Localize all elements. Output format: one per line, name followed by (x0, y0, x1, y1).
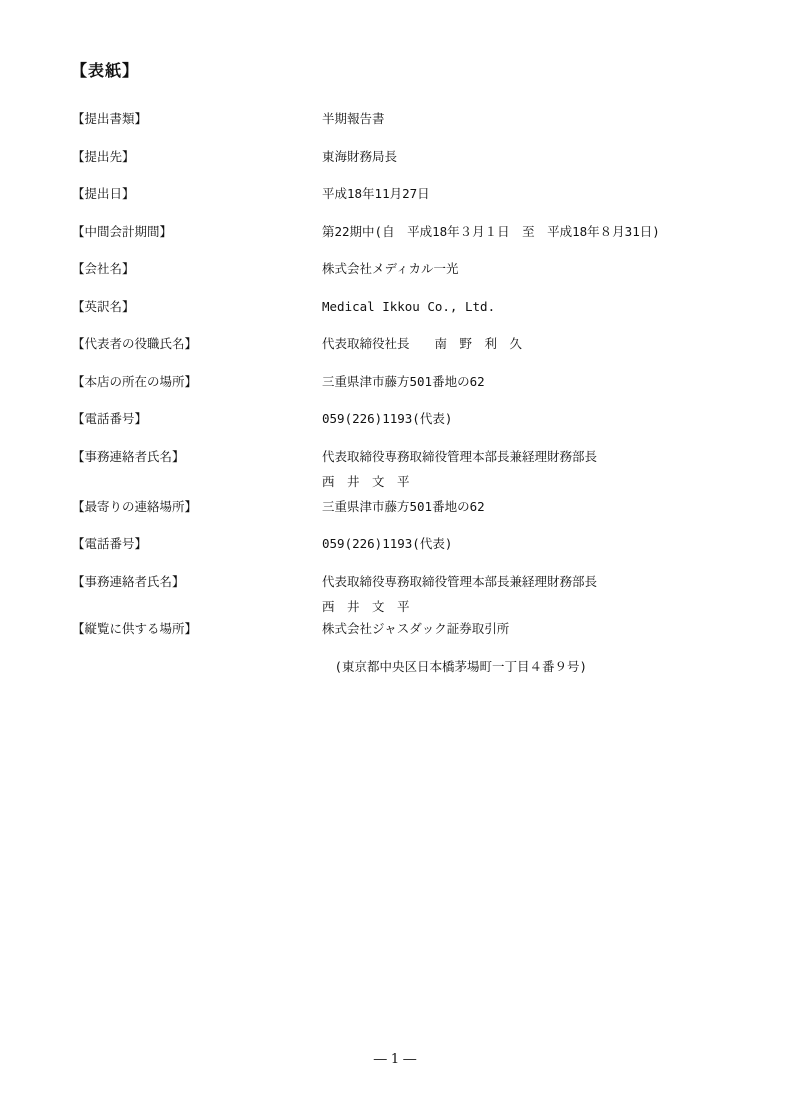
field-label: 【会社名】 (72, 261, 135, 276)
field-label: 【中間会計期間】 (72, 224, 173, 239)
field-value (322, 660, 780, 673)
field-label: 【電話番号】 (72, 536, 148, 551)
field-value (322, 575, 780, 613)
field-label: 【提出日】 (72, 186, 135, 201)
page-number: ― 1 ― (373, 1052, 417, 1067)
field-label: 【代表者の役職氏名】 (72, 336, 198, 351)
field-value-line: 株式会社ジャスダック証券取引所 (322, 621, 510, 636)
field-value-line: 東海財務局長 (322, 149, 398, 164)
field-value-line: 株式会社メディカル一光 (322, 261, 459, 276)
field-value (322, 500, 780, 513)
field-value (322, 300, 780, 313)
field-value (322, 262, 780, 275)
field-label: 【最寄りの連絡場所】 (72, 499, 198, 514)
field-value (322, 622, 780, 635)
field-value-line: (東京都中央区日本橋茅場町一丁目４番９号) (322, 659, 588, 674)
field-value-line: 代表取締役専務取締役管理本部長兼経理財務部長 (322, 449, 598, 464)
field-label: 【提出先】 (72, 149, 135, 164)
field-label: 【縦覧に供する場所】 (72, 621, 198, 636)
field-label: 【電話番号】 (72, 411, 148, 426)
field-label: 【本店の所在の場所】 (72, 374, 198, 389)
field-value-line: 059(226)1193(代表) (322, 411, 453, 426)
field-value-line: 三重県津市藤方501番地の62 (322, 499, 485, 514)
field-value-line2: 西 井 文 平 (322, 474, 410, 489)
field-value-line: 059(226)1193(代表) (322, 536, 453, 551)
field-value (322, 225, 780, 238)
field-value-line2: 西 井 文 平 (322, 599, 410, 614)
field-value (322, 412, 780, 425)
field-value (322, 150, 780, 163)
field-value-line: 代表取締役専務取締役管理本部長兼経理財務部長 (322, 574, 598, 589)
field-value (322, 187, 780, 200)
field-value-line: 第22期中(自 平成18年３月１日 至 平成18年８月31日) (322, 224, 660, 239)
field-value-line: 平成18年11月27日 (322, 186, 430, 201)
field-value (322, 337, 780, 350)
field-value-line: 半期報告書 (322, 111, 385, 126)
field-value-line: 三重県津市藤方501番地の62 (322, 374, 485, 389)
cover-heading: 【表紙】 (71, 61, 140, 80)
field-value (322, 537, 780, 550)
field-value-line: Medical Ikkou Co., Ltd. (322, 299, 496, 314)
field-value (322, 112, 780, 125)
field-value (322, 450, 780, 488)
field-label: 【事務連絡者氏名】 (72, 574, 185, 589)
field-value (322, 375, 780, 388)
field-label: 【提出書類】 (72, 111, 148, 126)
field-value-line: 代表取締役社長 南 野 利 久 (322, 336, 523, 351)
field-label: 【事務連絡者氏名】 (72, 449, 185, 464)
field-label: 【英訳名】 (72, 299, 135, 314)
